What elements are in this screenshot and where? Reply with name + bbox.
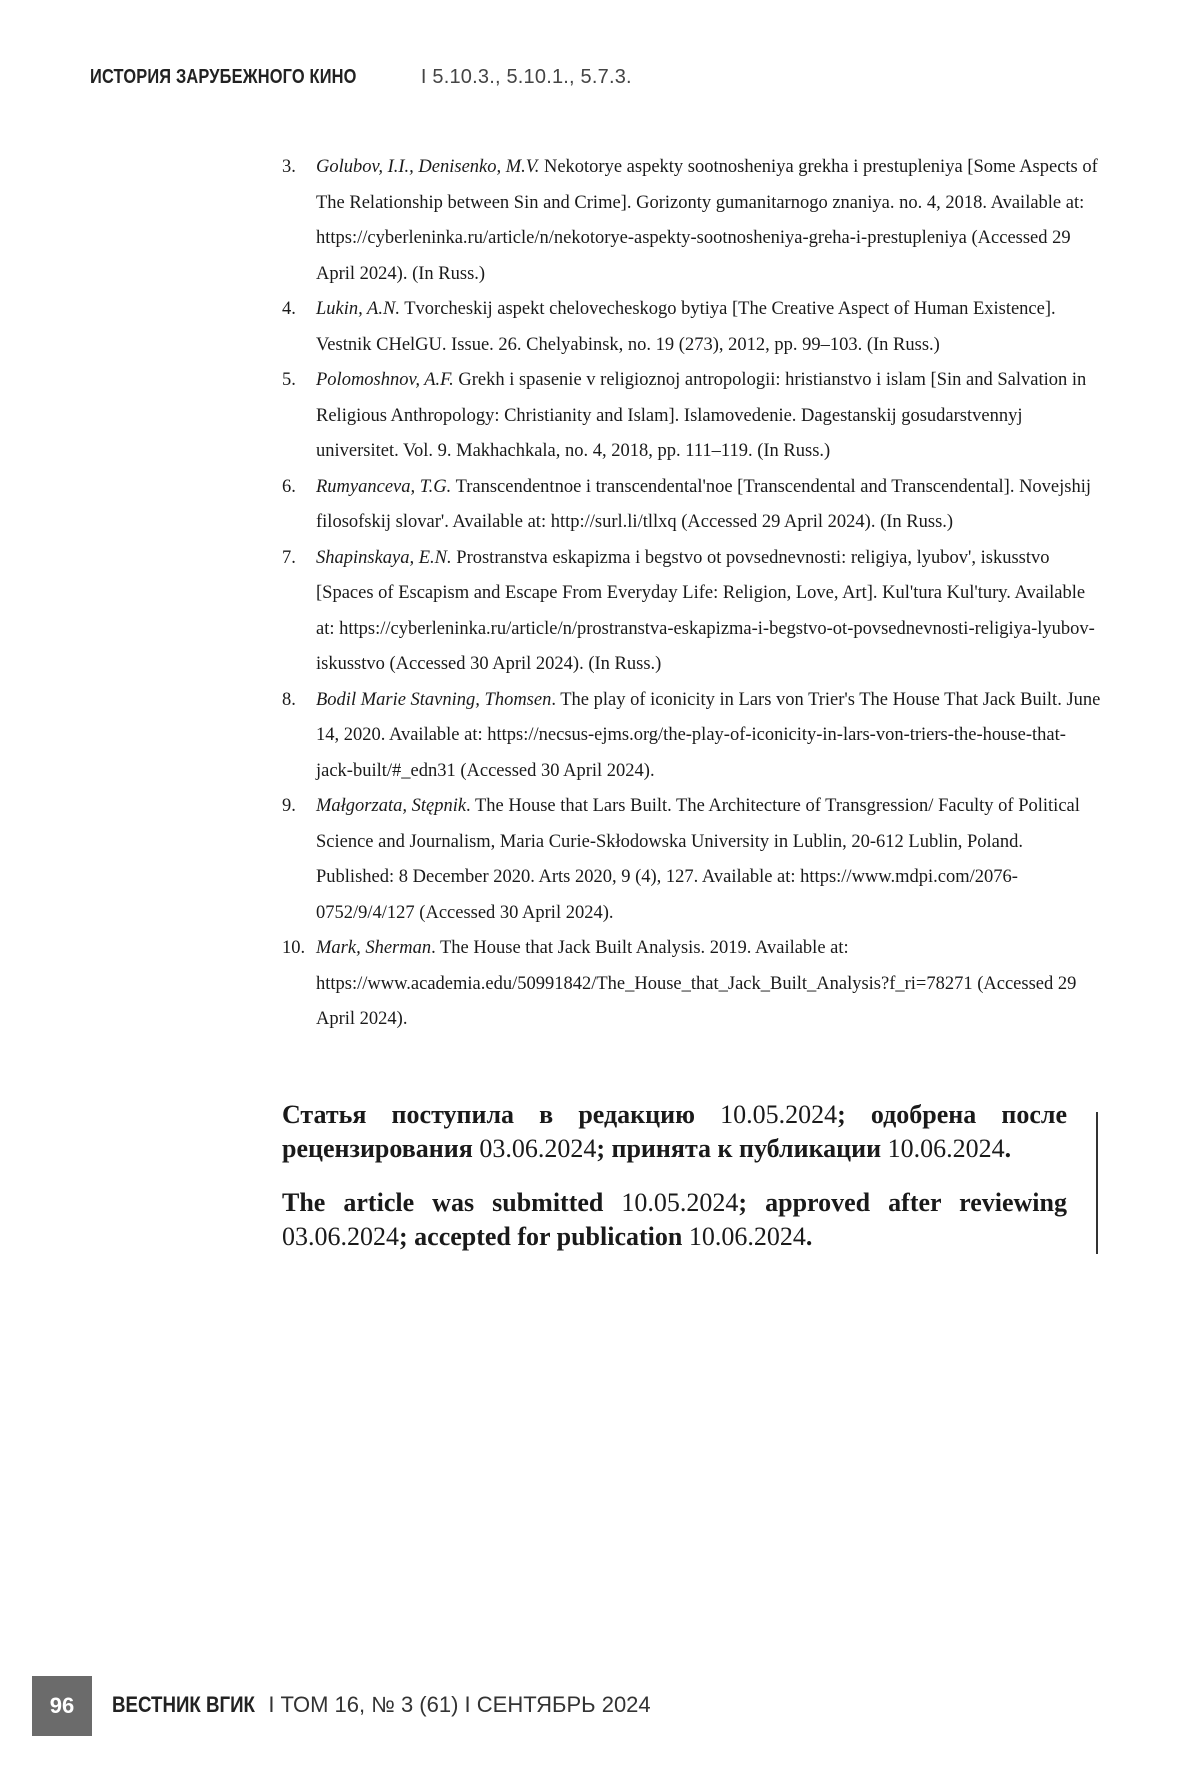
reference-author: Polomoshnov, A.F.: [316, 370, 454, 390]
reference-item: [282, 363, 1102, 470]
sentence-end: .: [1004, 1134, 1012, 1163]
reference-text: . The House that Jack Built Analysis. 2019. Available at: https://www.academia.edu/50991842/The_House_that_Jack_Built_Analysis?f_ri=78271 (Accessed 29 April 2024).: [316, 938, 1077, 1029]
footer-journal-info: [112, 1692, 651, 1718]
reference-number: 8.: [282, 689, 296, 710]
reference-item: [282, 541, 1102, 683]
reference-list: [282, 150, 1102, 1038]
classification-codes: 5.10.3., 5.10.1., 5.7.3.: [432, 66, 632, 88]
reference-number: 10.: [282, 938, 306, 958]
sentence-end: .: [805, 1222, 813, 1251]
submitted-date: 10.05.2024: [720, 1100, 838, 1129]
reference-author: Mark, Sherman: [316, 938, 432, 958]
reference-item: [282, 150, 1102, 292]
submission-label: The article was submitted: [282, 1188, 622, 1217]
reference-item: [282, 292, 1102, 363]
reference-text: Grekh i spasenie v religioznoj antropologii: hristianstvo i islam [Sin and Salvation in Religious Anthropology: Christianity and Islam]. Islamovedenie. Dagestanskij gosudarstvennyj universitet. Vol. 9. Makhachkala, no. 4, 2018, pp. 111–119. (In Russ.): [316, 370, 1087, 461]
reference-item: [282, 789, 1102, 931]
reference-author: Shapinskaya, E.N.: [316, 547, 452, 568]
submission-info: [282, 1098, 1067, 1274]
approved-date: 03.06.2024: [479, 1134, 597, 1163]
reference-text: Transcendentnoe i transcendental'noe [Transcendental and Transcendental]. Novejshij filosofskij slovar'. Available at: http://surl.li/tllxq (Accessed 29 April 2024). (In Russ.): [316, 476, 1092, 532]
accepted-label: ; принята к публикации: [596, 1134, 888, 1163]
submission-label: Статья поступила в редакцию: [282, 1100, 721, 1129]
approved-label: ; approved after reviewing: [738, 1188, 1067, 1217]
submission-info-ru: [282, 1098, 1067, 1166]
reference-author: Rumyanceva, T.G.: [316, 476, 452, 497]
reference-number: 3.: [282, 157, 296, 177]
reference-number: 9.: [282, 796, 296, 816]
reference-author: Lukin, A.N.: [316, 299, 400, 319]
reference-number: 5.: [282, 370, 296, 390]
reference-author: Golubov, I.I., Denisenko, M.V.: [316, 157, 540, 177]
reference-text: . The House that Lars Built. The Architecture of Transgression/ Faculty of Political Science and Journalism, Maria Curie-Skłodowska University in Lublin, 20-612 Lublin, Poland. Published: 8 December 2020. Arts 2020, 9 (4), 127. Available at: https://www.mdpi.com/2076-0752/9/4/127 (Accessed 30 April 2024).: [316, 796, 1080, 923]
accepted-date: 10.06.2024: [688, 1222, 806, 1251]
reference-author: Małgorzata, Stępnik: [316, 796, 467, 816]
page-number: 96: [32, 1676, 92, 1736]
reference-item: [282, 470, 1102, 541]
approved-label: ; одобрена после рецензирования: [282, 1100, 1067, 1163]
issue-details: I ТОМ 16, № 3 (61) I СЕНТЯБРЬ 2024: [268, 1692, 651, 1717]
accepted-date: 10.06.2024: [887, 1134, 1005, 1163]
reference-text: . The play of iconicity in Lars von Trier's The House That Jack Built. June 14, 2020. Available at: https://necsus-ejms.org/the-play-of-iconicity-in-lars-von-triers-the-house-that-jack-built/#_edn31 (Accessed 30 April 2024).: [316, 689, 1101, 781]
reference-number: 6.: [282, 476, 296, 497]
submitted-date: 10.05.2024: [621, 1188, 739, 1217]
reference-number: 7.: [282, 547, 296, 568]
reference-text: Tvorcheskij aspekt chelovecheskogo bytiya [The Creative Aspect of Human Existence]. Vestnik CHelGU. Issue. 26. Chelyabinsk, no. 19 (273), 2012, pp. 99–103. (In Russ.): [316, 299, 1056, 355]
vertical-rule: [1096, 1112, 1098, 1254]
submission-info-en: [282, 1186, 1067, 1254]
accepted-label: ; accepted for publication: [399, 1222, 689, 1251]
journal-name: ВЕСТНИК ВГИК: [112, 1692, 255, 1717]
reference-text: Prostranstva eskapizma i begstvo ot povsednevnosti: religiya, lyubov', iskusstvo [Spaces of Escapism and Escape From Everyday Life: Religion, Love, Art]. Kul'tura Kul'tury. Available at: https://cyberleninka.ru/article/n/prostranstva-eskapizma-i-begstvo-ot-povsednevnosti-religiya-lyubov-iskusstvo (Accessed 30 April 2024). (In Russ.): [316, 547, 1095, 674]
running-head: [90, 66, 632, 89]
reference-number: 4.: [282, 299, 296, 319]
header-separator: I: [420, 66, 427, 88]
reference-author: Bodil Marie Stavning, Thomsen: [316, 689, 552, 710]
reference-text: Nekotorye aspekty sootnosheniya grekha i prestupleniya [Some Aspects of The Relationship between Sin and Crime]. Gorizonty gumanitarnogo znaniya. no. 4, 2018. Available at: https://cyberleninka.ru/article/n/nekotorye-aspekty-sootnosheniya-greha-i-prestupleniya (Accessed 29 April 2024). (In Russ.): [316, 157, 1098, 284]
section-title: ИСТОРИЯ ЗАРУБЕЖНОГО КИНО: [90, 66, 357, 88]
reference-item: [282, 683, 1102, 790]
reference-item: [282, 931, 1102, 1038]
approved-date: 03.06.2024: [282, 1222, 399, 1251]
